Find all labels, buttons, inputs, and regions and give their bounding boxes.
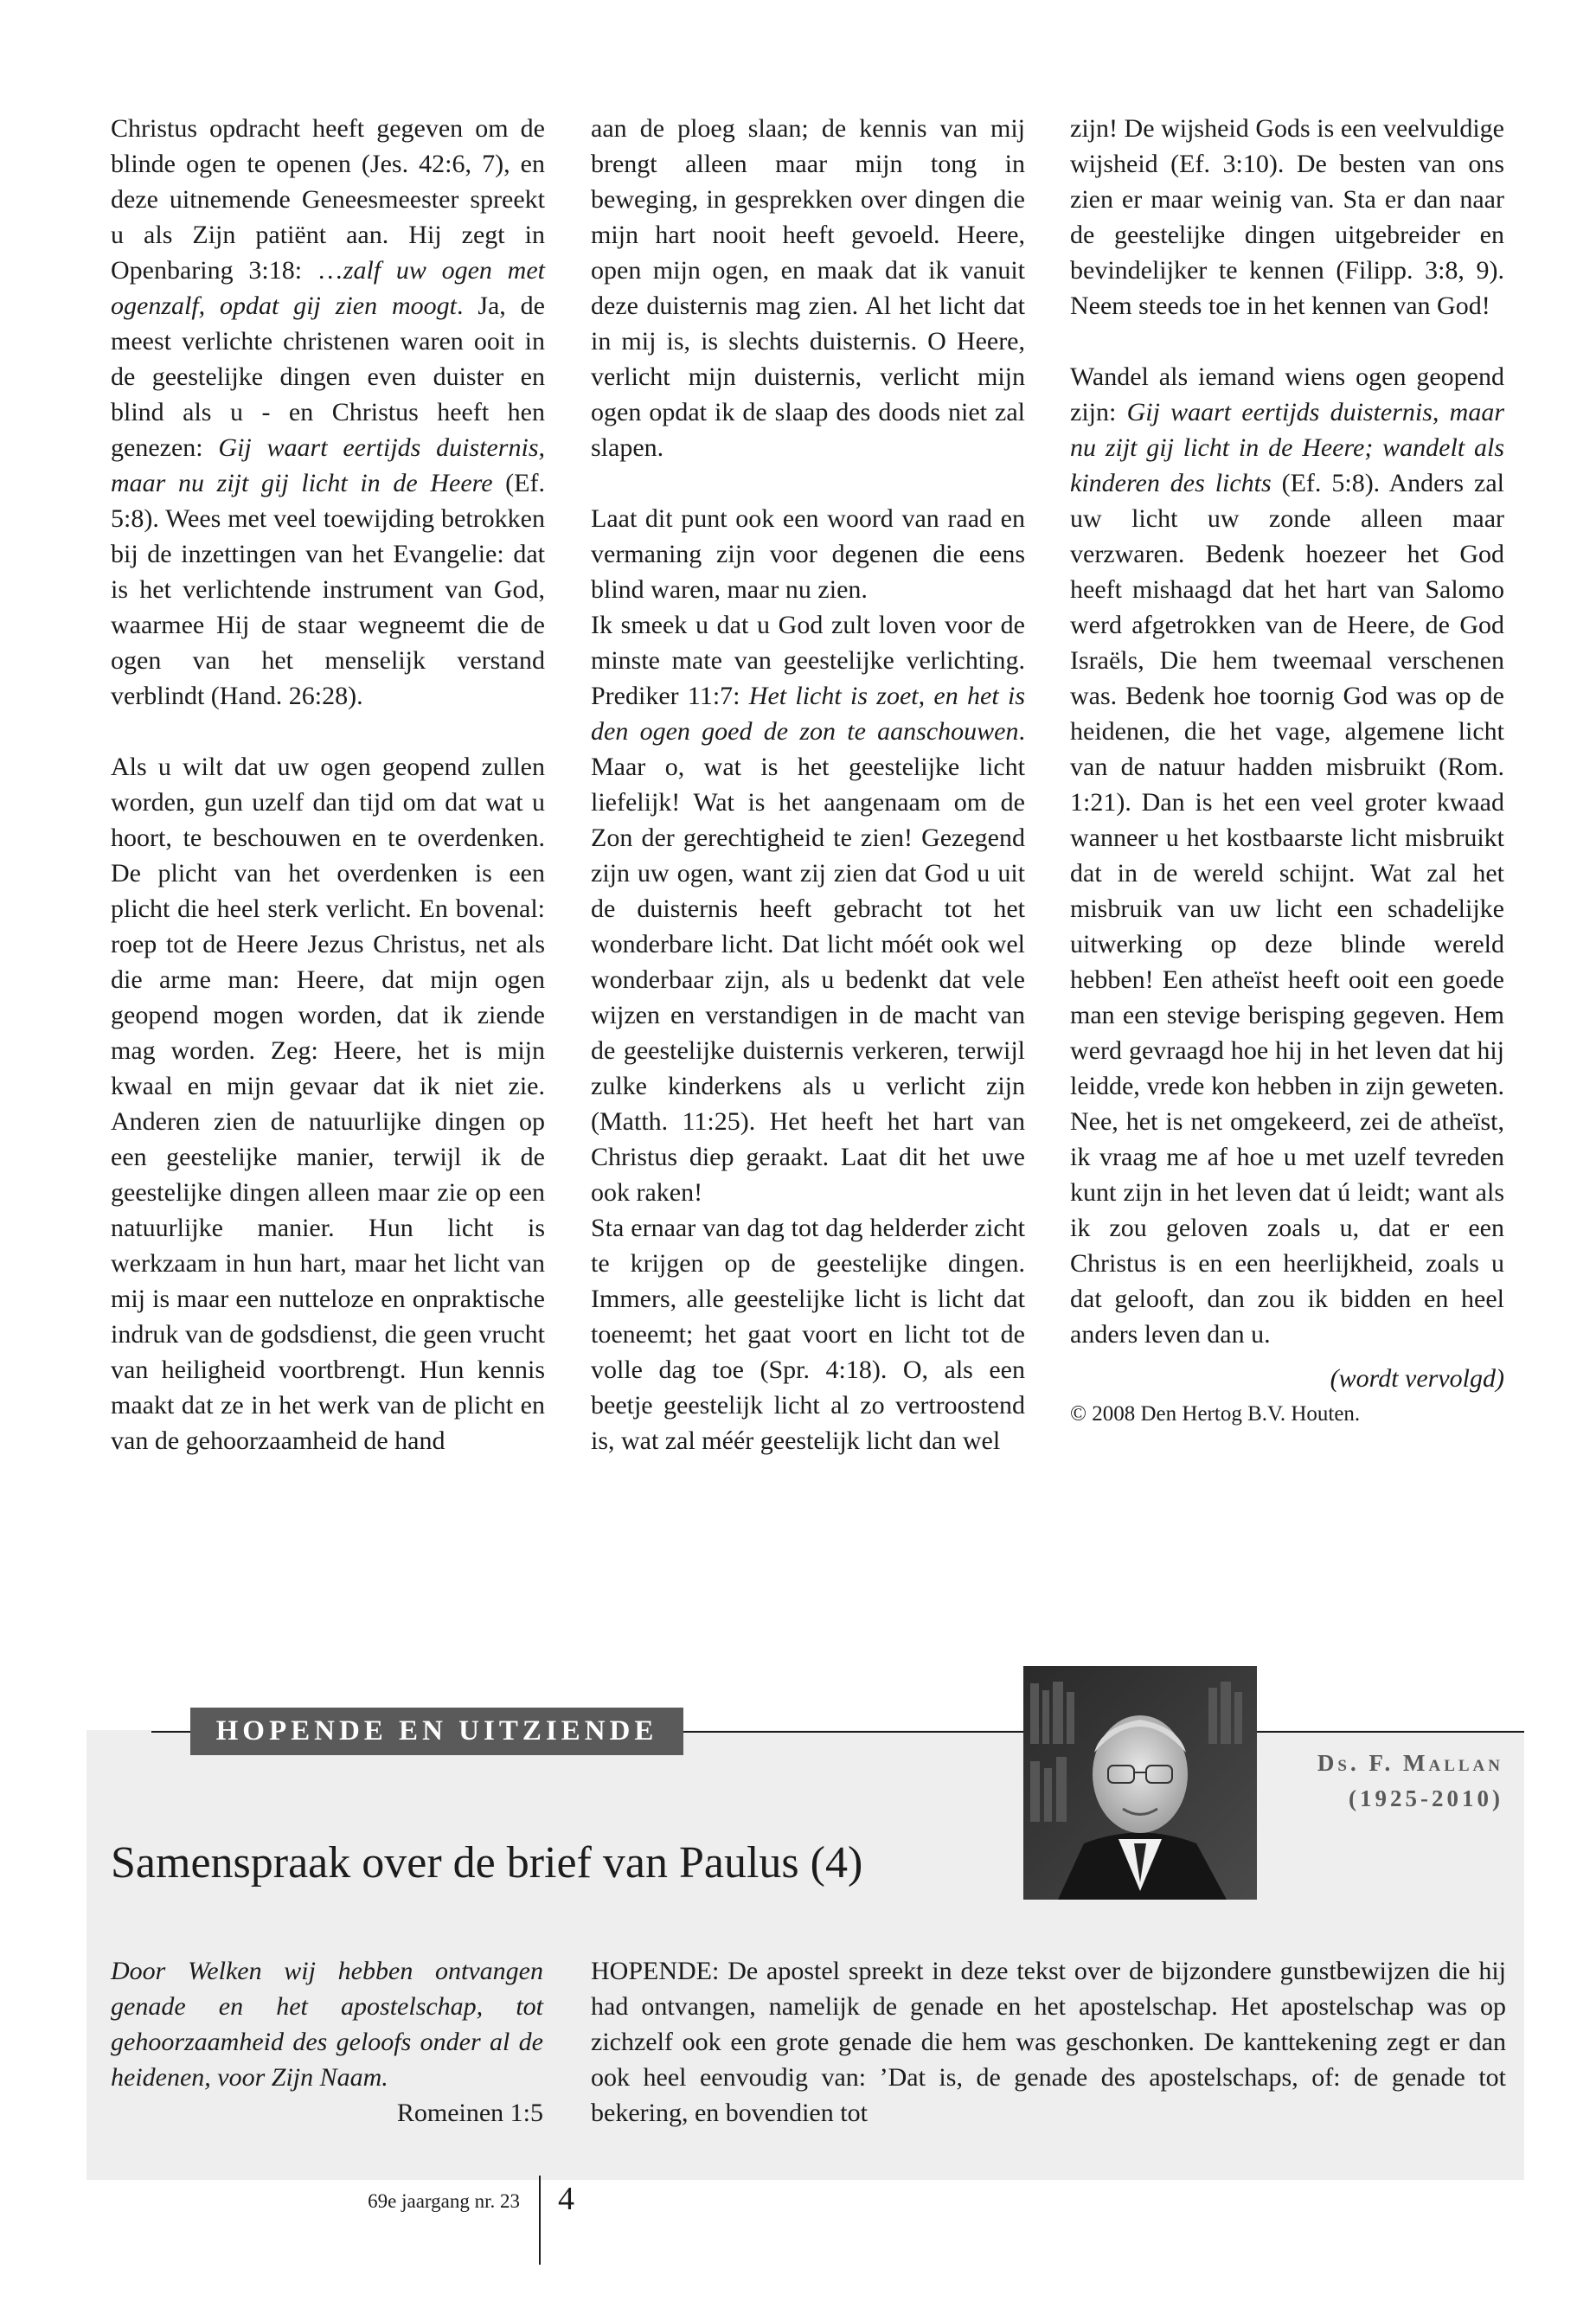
author-prefix: Ds. F. xyxy=(1317,1750,1403,1776)
text-run: (Ef. 5:8). Wees met veel toewijding betrokken bij de inzettingen van het Evangelie: dat is het verlichtende instrument van God, waarmee Hij de staar wegneemt die de ogen van het menselijk verstand verblindt (Hand. 26:28). xyxy=(111,469,545,710)
paragraph: Sta ernaar van dag tot dag helderder zicht te krijgen op de geestelijke dingen. Immers, alle geestelijke licht is licht dat toeneemt; het gaat voort en licht tot de volle dag toe (Spr. 4:18). O, als een beetje geestelijk licht al zo vertroostend is, wat zal méér geestelijk licht dan wel xyxy=(591,1214,1025,1455)
paragraph xyxy=(111,111,545,714)
continued-text: (wordt vervolgd) xyxy=(1330,1364,1504,1393)
dialogue-text: HOPENDE: De apostel spreekt in deze tekst over de bijzondere gunstbewijzen die hij had ontvangen, namelijk de genade en het apostelschap. Het apostelschap was op zichzelf ook een grote genade die hem was geschonken. De kanttekening zegt er dan ook heel eenvoudig van: ’Dat is, de genade des apostelschaps, of: de genade tot bekering, en bovendien tot xyxy=(591,1957,1506,2127)
scripture-reference: Romeinen 1:5 xyxy=(396,2099,543,2127)
copyright: © 2008 Den Hertog B.V. Houten. xyxy=(1070,1402,1361,1426)
text-run: Christus opdracht heeft gegeven om de blinde ogen te openen (Jes. 42:6, 7), en deze uitnemende Geneesmeester spreekt u als Zijn patiënt aan. Hij zegt in Openbaring 3:18: … xyxy=(111,114,545,285)
text-run: Wandel als iemand wiens ogen geopend zijn: xyxy=(1070,362,1504,426)
text-run: (Ef. 5:8). Anders zal uw licht uw zonde alleen maar verzwaren. Bedenk hoezeer het God heeft mishaagd dat het hart van Salomo werd afgetrokken van de Heere, de God Israëls, Die hem tweemaal verschenen was. Bedenk hoe toornig God was op de heidenen, die het vage, algemene licht van de natuur hadden misbruikt (Rom. 1:21). Dan is het een veel groter kwaad wanneer u het kostbaarste licht misbruikt dat in de wereld schijnt. Wat zal het misbruik van uw licht een schadelijke uitwerking op deze blinde wereld hebben! Een atheïst heeft ooit een goede man een stevige berisping gegeven. Hem werd gevraagd hoe hij in het leven dat hij leidde, vrede kon hebben in zijn geweten. Nee, het is net omgekeerd, zei de atheïst, ik vraag me af hoe u met uzelf tevreden kunt zijn in het leven dat ú leidt; want als ik zou geloven zoals u, dat er een Christus is en een heerlijkheid, zoals u dat gelooft, dan zou ik bidden en heel anders leven dan u. xyxy=(1070,469,1504,1349)
author-photo xyxy=(1023,1666,1257,1900)
footer-volume: 69e jaargang nr. 23 xyxy=(368,2190,520,2212)
section-kicker: HOPENDE EN UITZIENDE xyxy=(190,1708,683,1755)
paragraph: zijn! De wijsheid Gods is een veelvuldige wijsheid (Ef. 3:10). De besten van ons zien er maar weinig van. Sta er dan naar de geestelijke dingen uitgebreider en bevindelijker te kennen (Filipp. 3:8, 9). Neem steeds toe in het kennen van God! xyxy=(1070,114,1504,320)
page-number: 4 xyxy=(558,2181,574,2217)
article-column-3 xyxy=(1070,111,1504,1432)
author-surname: Mallan xyxy=(1403,1750,1503,1776)
article-column-2 xyxy=(591,111,1025,1458)
paragraph: Laat dit punt ook een woord van raad en vermaning zijn voor degenen die eens blind waren, maar nu zien. xyxy=(591,504,1025,604)
article-column-1 xyxy=(111,111,545,1458)
author-name xyxy=(1317,1746,1503,1781)
footer-divider xyxy=(539,2176,541,2265)
author-byline xyxy=(1317,1746,1503,1817)
section-headline: Samenspraak over de brief van Paulus (4) xyxy=(111,1838,863,1888)
italic-quote: Gij waart eertijds duisternis, maar nu zijt gij licht in de Heere; wandelt als kinderen des lichts xyxy=(1070,398,1504,497)
section-rule-right xyxy=(1256,1731,1524,1733)
text-run: Ik smeek u dat u God zult loven voor de minste mate van geestelijke verlichting. Prediker 11:7: xyxy=(591,611,1025,710)
text-run: . Ja, de meest verlichte christenen waren ooit in de geestelijke dingen even duister en blind als u - en Christus heeft hen genezen: xyxy=(111,292,545,462)
scripture-quote: Door Welken wij hebben ontvangen genade en het apostelschap, tot gehoorzaamheid des geloofs onder al de heidenen, voor Zijn Naam. xyxy=(111,1957,543,2092)
italic-quote: Het licht is zoet, en het is den ogen goed de zon te aanschouwen xyxy=(591,682,1025,746)
paragraph xyxy=(591,607,1025,1210)
portrait-image xyxy=(1023,1666,1257,1900)
paragraph xyxy=(1070,359,1504,1352)
italic-quote: zalf uw ogen met ogenzalf, opdat gij zien moogt xyxy=(111,256,545,320)
paragraph: Als u wilt dat uw ogen geopend zullen worden, gun uzelf dan tijd om dat wat u hoort, te beschouwen en te overdenken. De plicht van het overdenken is een plicht die heel sterk verlicht. En bovenal: roep tot de Heere Jezus Christus, net als die arme man: Heere, dat mijn ogen geopend mogen worden, dat ik ziende mag worden. Zeg: Heere, het is mijn kwaal en mijn gevaar dat ik niet zie. Anderen zien de natuurlijke dingen op een geestelijke manier, terwijl ik de geestelijke dingen alleen maar zie op een natuurlijke manier. Hun licht is werkzaam in hun hart, maar het licht van mij is maar een nutteloze en onpraktische indruk van de godsdienst, die geen vrucht van heiligheid voortbrengt. Hun kennis maakt dat ze in het werk van de plicht en van de gehoorzaamheid de hand xyxy=(111,753,545,1455)
paragraph: aan de ploeg slaan; de kennis van mij brengt alleen maar mijn tong in beweging, in gesprekken over dingen die mijn hart nooit heeft gevoeld. Heere, open mijn ogen, en maak dat ik vanuit deze duisternis mag zien. Al het licht dat in mij is, is slechts duisternis. O Heere, verlicht mijn duisternis, verlicht mijn ogen opdat ik de slaap des doods niet zal slapen. xyxy=(591,114,1025,462)
italic-quote: Gij waart eertijds duisternis, maar nu zijt gij licht in de Heere xyxy=(111,433,545,497)
continued-note xyxy=(1070,1361,1504,1396)
author-years: (1925-2010) xyxy=(1349,1785,1503,1811)
text-run: . Maar o, wat is het geestelijke licht liefelijk! Wat is het aangenaam om de Zon der gerechtigheid te zien! Gezegend zijn uw ogen, want zij zien dat God u uit de duisternis heeft gebracht tot het wonderbare licht. Dat licht móét ook wel wonderbaar zijn, als u bedenkt dat vele wijzen en verstandigen in de macht van de geestelijke duisternis verkeren, terwijl zulke kinderkens als u verlicht zijn (Matth. 11:25). Het heeft het hart van Christus diep geraakt. Laat dit het uwe ook raken! xyxy=(591,717,1025,1207)
